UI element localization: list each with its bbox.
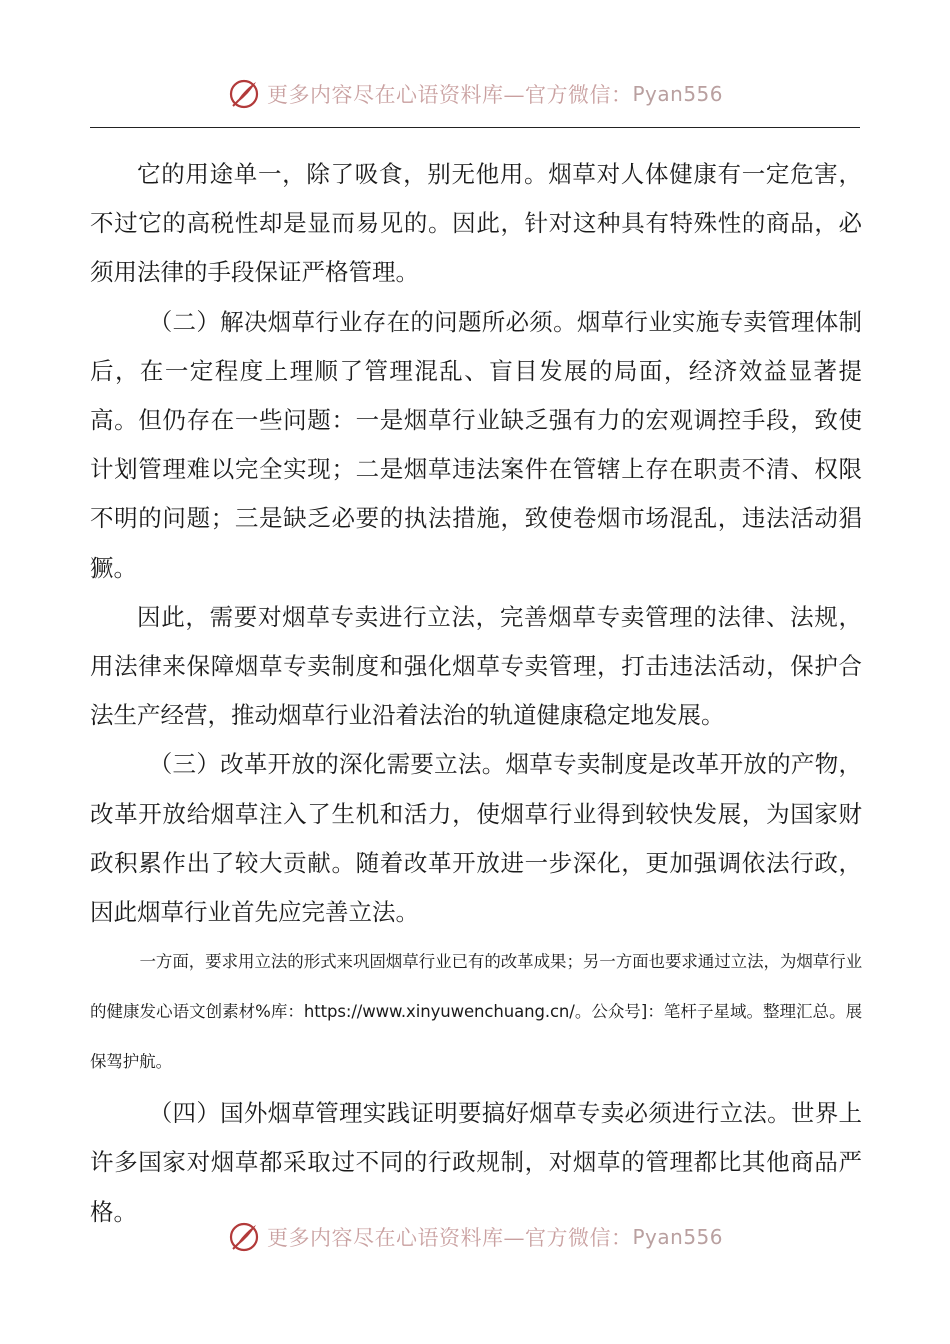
watermark-wechat-id: Pyan556 [632, 82, 723, 106]
watermark-text: 更多内容尽在心语资料库—官方微信： [266, 83, 633, 107]
paragraph-1: 它的用途单一，除了吸食，别无他用。烟草对人体健康有一定危害，不过它的高税性却是显而易见的。因此，针对这种具有特殊性的商品，必须用法律的手段保证严格管理。 [90, 160, 862, 287]
paragraph-5: （四）国外烟草管理实践证明要搞好烟草专卖必须进行立法。世界上许多国家对烟草都采取过不同的行政规制，对烟草的管理都比其他商品严格。 [90, 1099, 862, 1226]
feather-pen-logo-icon [227, 1220, 261, 1254]
paragraph-2: （二）解决烟草行业存在的问题所必须。烟草行业实施专卖管理体制后，在一定程度上理顺了管理混乱、盲目发展的局面，经济效益显著提高。但仍存在一些问题：一是烟草行业缺乏强有力的宏观调控手段，致使计划管理难以完全实现；二是烟草违法案件在管辖上存在职责不清、权限不明的问题；三是缺乏必要的执法措施，致使卷烟市场混乱，违法活动猖獗。 [90, 307, 862, 582]
document-body [90, 150, 862, 1237]
header-divider [90, 127, 860, 128]
paragraph-3: 因此，需要对烟草专卖进行立法，完善烟草专卖管理的法律、法规，用法律来保障烟草专卖制度和强化烟草专卖管理，打击违法活动，保护合法生产经营，推动烟草行业沿着法治的轨道健康稳定地发展。 [90, 602, 862, 730]
footer-watermark [0, 1215, 950, 1259]
feather-pen-logo-icon [227, 77, 261, 111]
small-paragraph: 一方面，要求用立法的形式来巩固烟草行业已有的改革成果；另一方面也要求通过立法，为烟草行业的健康发心语文创素材%库：https://www.xinyuwenchuang.cn/。公众号]：笔杆子星域。整理汇总。展保驾护航。 [90, 952, 862, 1072]
watermark-text: 更多内容尽在心语资料库—官方微信： [266, 1226, 633, 1250]
header-watermark [0, 72, 950, 116]
watermark-wechat-id: Pyan556 [632, 1225, 723, 1249]
paragraph-4: （三）改革开放的深化需要立法。烟草专卖制度是改革开放的产物，改革开放给烟草注入了生机和活力，使烟草行业得到较快发展，为国家财政积累作出了较大贡献。随着改革开放进一步深化，更加强调依法行政，因此烟草行业首先应完善立法。 [90, 750, 862, 927]
